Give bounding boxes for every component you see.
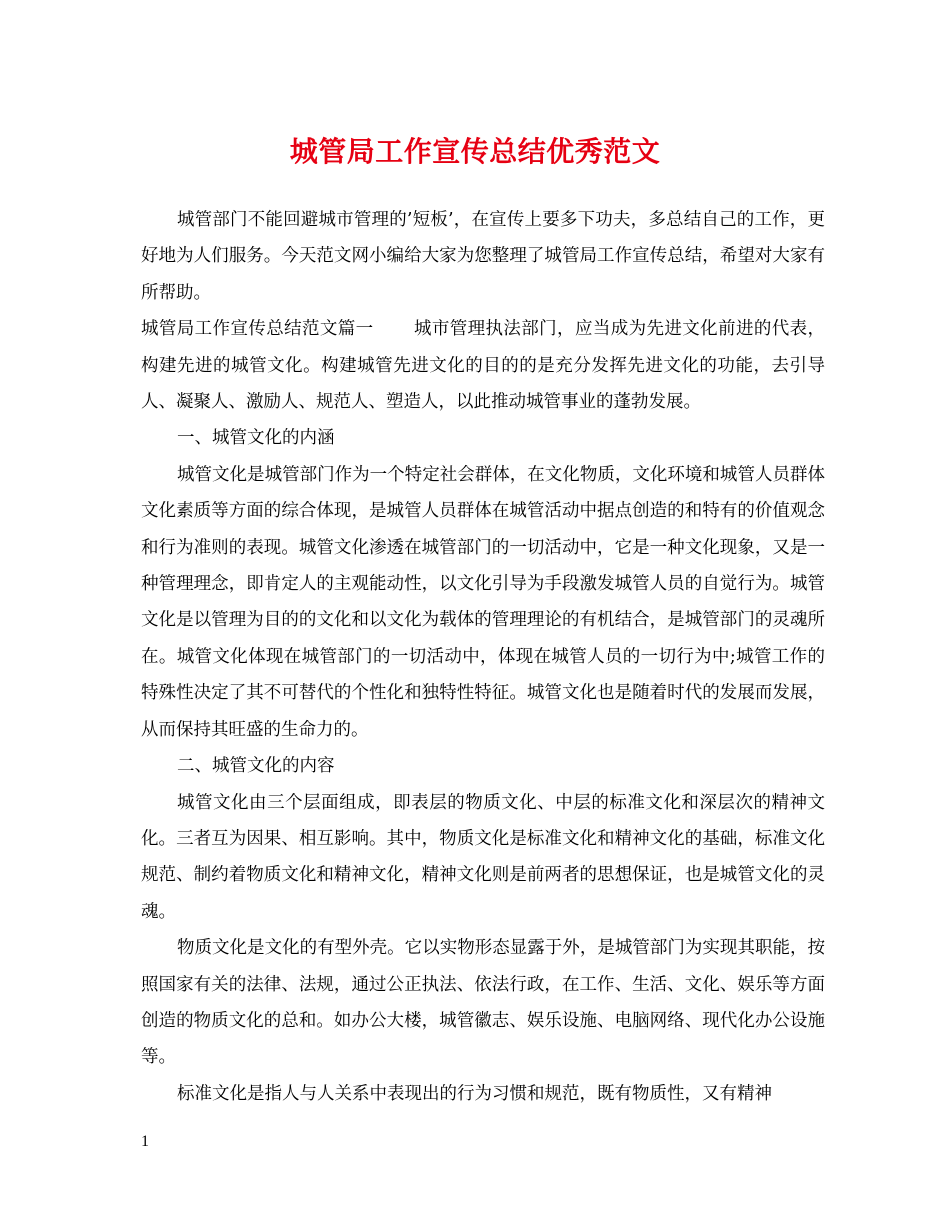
paragraph-standard-culture: 标准文化是指人与人关系中表现出的行为习惯和规范，既有物质性，又有精神 bbox=[177, 1083, 772, 1104]
paragraph-culture-content: 城管文化由三个层面组成，即表层的物质文化、中层的标准文化和深层次的精神文化。三者互为因果、相互影响。其中，物质文化是标准文化和精神文化的基础，标准文化规范、制约着物质文化和精神文化，精神文化则是前两者的思想保证，也是城管文化的灵魂。 bbox=[141, 792, 825, 922]
section-label: 城管局工作宣传总结范文篇一 bbox=[141, 319, 374, 340]
heading-one: 一、城管文化的内涵 bbox=[177, 428, 335, 449]
document-title: 城管局工作宣传总结优秀范文 bbox=[289, 135, 661, 168]
section-intro-paragraph bbox=[141, 311, 825, 420]
document-body bbox=[141, 202, 825, 1112]
heading-two: 二、城管文化的内容 bbox=[177, 756, 335, 777]
paragraph-material-culture: 物质文化是文化的有型外壳。它以实物形态显露于外，是城管部门为实现其职能，按照国家有关的法律、法规，通过公正执法、依法行政，在工作、生活、文化、娱乐等方面创造的物质文化的总和。如办公大楼，城管徽志、娱乐设施、电脑网络、现代化办公设施等。 bbox=[141, 938, 825, 1068]
section-intro-text: 城市管理执法部门，应当成为先进文化前进的代表，构建先进的城管文化。构建城管先进文化的目的的是充分发挥先进文化的功能，去引导人、凝聚人、激励人、规范人、塑造人，以此推动城管事业的蓬勃发展。 bbox=[141, 319, 826, 413]
page-number: 1 bbox=[141, 1133, 149, 1150]
intro-paragraph: 城管部门不能回避城市管理的’短板’，在宣传上要多下功夫，多总结自己的工作，更好地为人们服务。今天范文网小编给大家为您整理了城管局工作宣传总结，希望对大家有所帮助。 bbox=[141, 210, 825, 303]
paragraph-culture-meaning: 城管文化是城管部门作为一个特定社会群体，在文化物质，文化环境和城管人员群体文化素质等方面的综合体现，是城管人员群体在城管活动中据点创造的和特有的价值观念和行为准则的表现。城管文化渗透在城管部门的一切活动中，它是一种文化现象，又是一种管理理念，即肯定人的主观能动性，以文化引导为手段激发城管人员的自觉行为。城管文化是以管理为目的的文化和以文化为载体的管理理论的有机结合，是城管部门的灵魂所在。城管文化体现在城管部门的一切活动中，体现在城管人员的一切行为中;城管工作的特殊性决定了其不可替代的个性化和独特性特征。城管文化也是随着时代的发展而发展，从而保持其旺盛的生命力的。 bbox=[141, 464, 825, 740]
